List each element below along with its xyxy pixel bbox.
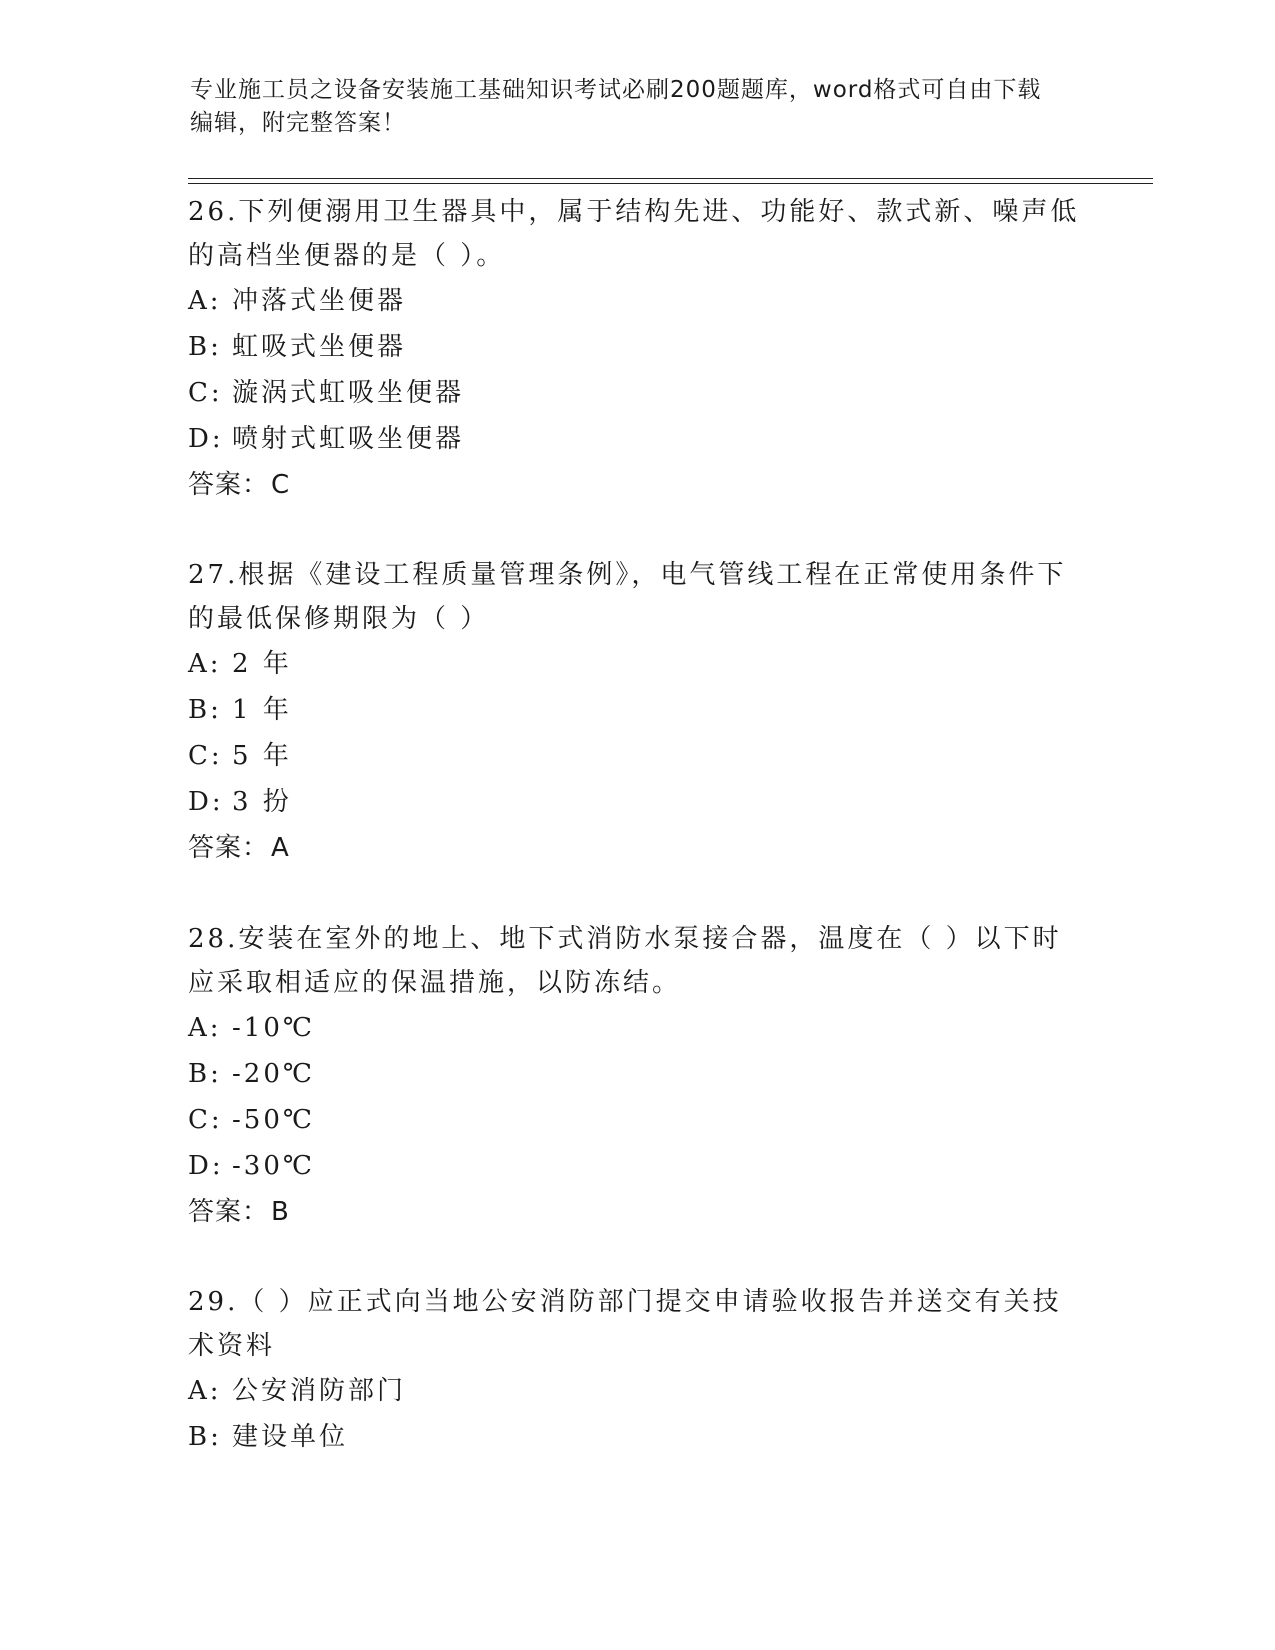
option-text: 漩涡式虹吸坐便器 xyxy=(232,378,465,408)
option-text: 公安消防部门 xyxy=(232,1376,407,1406)
option-b xyxy=(188,1414,1088,1460)
answer-line xyxy=(188,462,1088,508)
option-c xyxy=(188,1097,1088,1143)
option-b xyxy=(188,687,1088,733)
option-key: B: xyxy=(188,695,222,725)
option-a xyxy=(188,1368,1088,1414)
question-stem-line-1: 27.根据《建设工程质量管理条例》，电气管线工程在正常使用条件下 xyxy=(188,560,1067,590)
option-text: 喷射式虹吸坐便器 xyxy=(232,424,465,454)
question-stem-line-1: 29.（ ）应正式向当地公安消防部门提交申请验收报告并送交有关技 xyxy=(188,1287,1062,1317)
question-29 xyxy=(188,1280,1088,1460)
option-d xyxy=(188,779,1088,825)
question-stem-line-2: 应采取相适应的保温措施，以防冻结。 xyxy=(188,968,682,998)
option-c xyxy=(188,733,1088,779)
question-stem-line-1: 26.下列便溺用卫生器具中，属于结构先进、功能好、款式新、噪声低 xyxy=(188,197,1080,227)
option-key: B: xyxy=(188,1059,222,1089)
option-key: A: xyxy=(188,1013,222,1043)
option-a xyxy=(188,278,1088,324)
answer-label: 答案： xyxy=(188,470,270,500)
option-text: -10℃ xyxy=(232,1013,315,1043)
option-text: 5 年 xyxy=(232,741,292,771)
answer-label: 答案： xyxy=(188,833,270,863)
question-stem-line-2: 的高档坐便器的是（ ）。 xyxy=(188,241,506,271)
option-text: 1 年 xyxy=(232,695,292,725)
answer-label: 答案： xyxy=(188,1197,270,1227)
option-text: 3 扮 xyxy=(232,787,292,817)
option-d xyxy=(188,1143,1088,1189)
answer-value: B xyxy=(271,1197,290,1227)
option-text: -20℃ xyxy=(232,1059,315,1089)
option-text: 2 年 xyxy=(232,649,292,679)
option-text: 建设单位 xyxy=(232,1422,349,1452)
header-divider-top xyxy=(188,178,1153,179)
option-key: C: xyxy=(188,1105,223,1135)
option-key: A: xyxy=(188,1376,222,1406)
question-stem-line-1: 28.安装在室外的地上、地下式消防水泵接合器，温度在（ ）以下时 xyxy=(188,924,1062,954)
option-text: 冲落式坐便器 xyxy=(232,286,407,316)
option-b xyxy=(188,324,1088,370)
option-text: -50℃ xyxy=(232,1105,315,1135)
header-line-2: 编辑，附完整答案！ xyxy=(190,110,406,136)
option-key: D: xyxy=(188,787,224,817)
question-28 xyxy=(188,917,1088,1235)
option-text: 虹吸式坐便器 xyxy=(232,332,407,362)
answer-line xyxy=(188,825,1088,871)
option-key: A: xyxy=(188,649,222,679)
option-key: C: xyxy=(188,378,223,408)
option-b xyxy=(188,1051,1088,1097)
document-header xyxy=(190,74,1090,140)
answer-line xyxy=(188,1189,1088,1235)
option-key: D: xyxy=(188,1151,224,1181)
option-key: A: xyxy=(188,286,222,316)
option-key: B: xyxy=(188,332,222,362)
question-stem-line-2: 术资料 xyxy=(188,1331,276,1361)
answer-value: A xyxy=(271,833,290,863)
answer-value: C xyxy=(271,470,291,500)
option-d xyxy=(188,416,1088,462)
option-a xyxy=(188,1005,1088,1051)
question-27 xyxy=(188,553,1088,871)
header-divider-bottom xyxy=(188,183,1153,184)
option-key: C: xyxy=(188,741,223,771)
option-text: -30℃ xyxy=(232,1151,315,1181)
option-key: D: xyxy=(188,424,224,454)
option-key: B: xyxy=(188,1422,222,1452)
option-c xyxy=(188,370,1088,416)
header-line-1: 专业施工员之设备安装施工基础知识考试必刷200题题库，word格式可自由下载 xyxy=(190,77,1042,103)
option-a xyxy=(188,641,1088,687)
question-26 xyxy=(188,190,1088,508)
question-stem-line-2: 的最低保修期限为（ ） xyxy=(188,604,490,634)
